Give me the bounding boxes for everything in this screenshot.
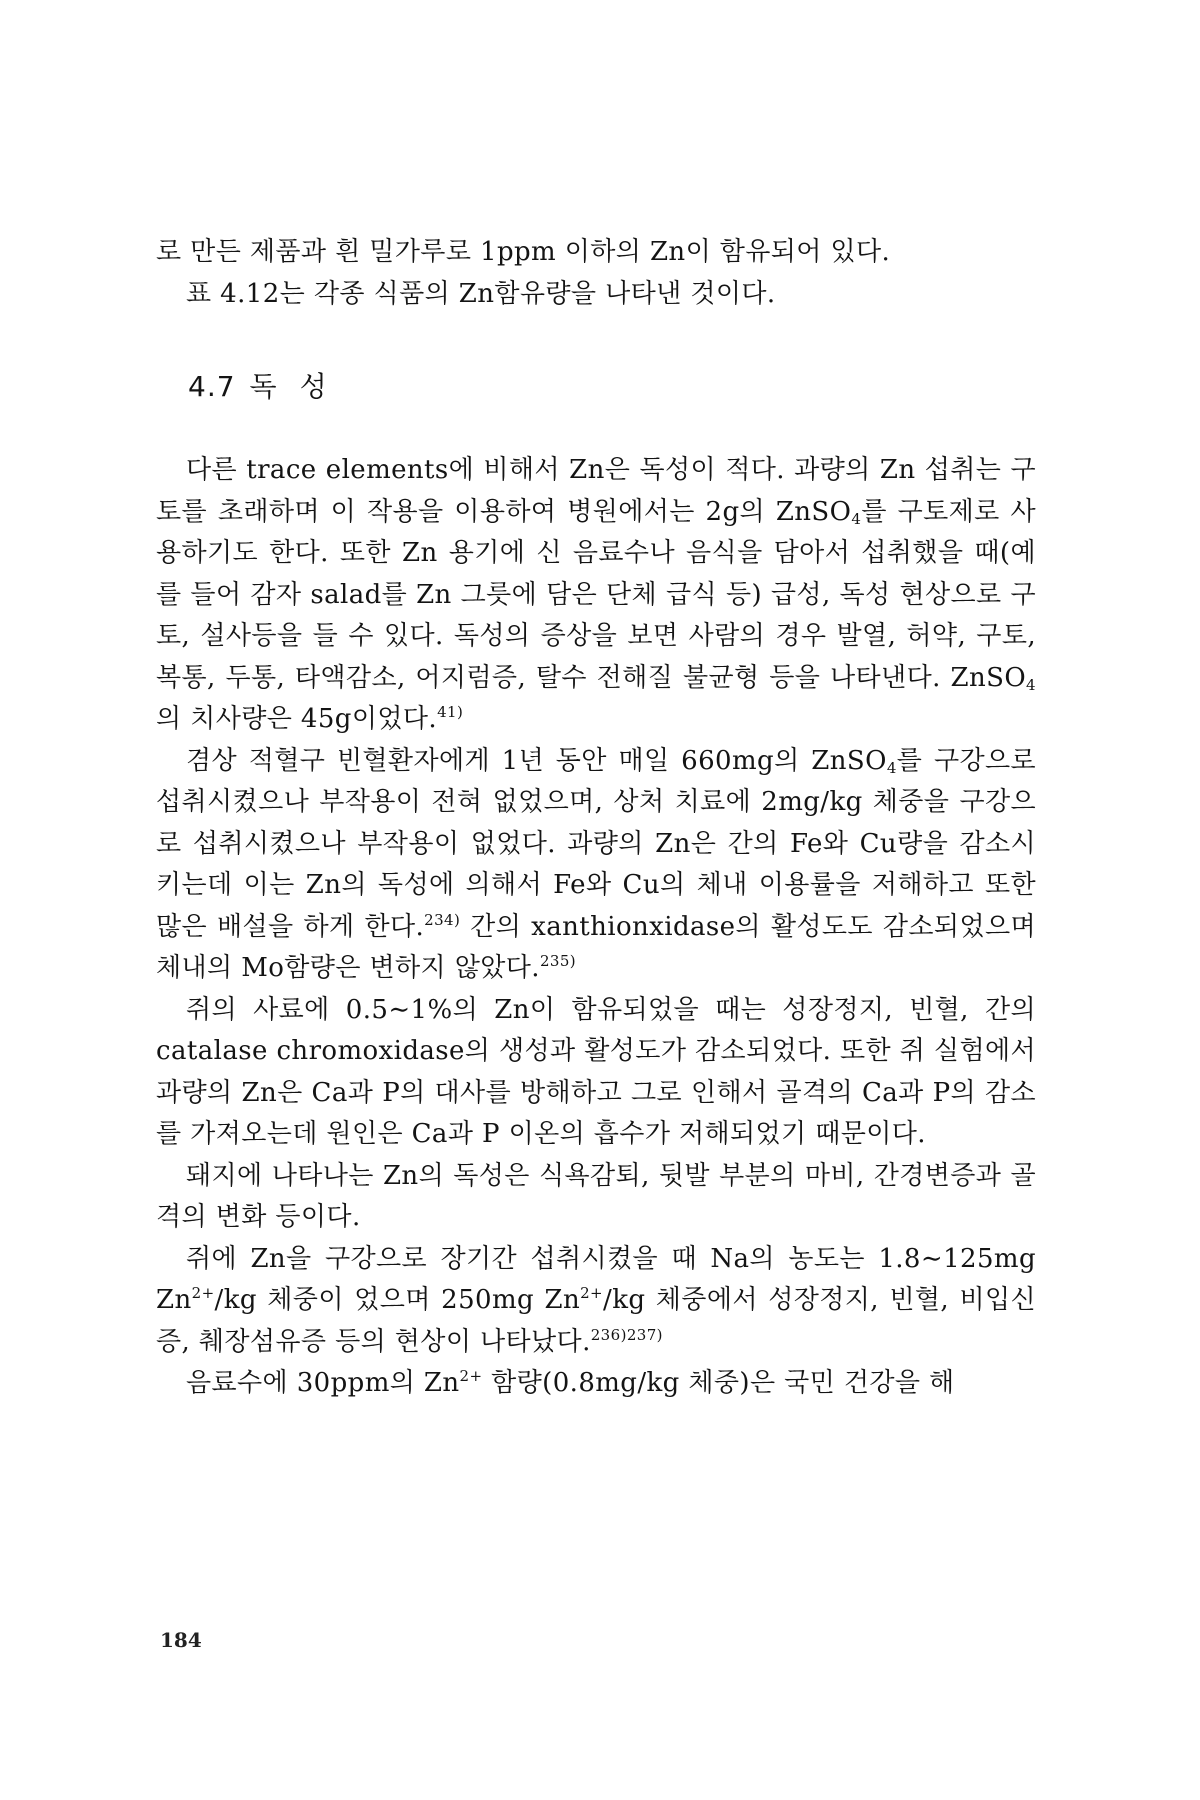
reference-234: 234) <box>424 910 461 929</box>
paragraph-6-superscript-1: 2+ <box>459 1367 483 1385</box>
reference-41: 41) <box>437 703 464 721</box>
paragraph-3: 쥐의 사료에 0.5∼1%의 Zn이 함유되었을 때는 성장정지, 빈혈, 간의 catalase chromoxidase의 생성과 활성도가 감소되었다. 또한 쥐 실험에서 과량의 Zn은 Ca과 P의 대사를 방해하고 그로 인해서 골격의 Ca과 P의 감소를 가져오는데 원인은 Ca과 P 이온의 흡수가 저해되었기 때문이다. <box>156 994 1036 1149</box>
paragraph-1-text-a: 다른 trace elements에 비해서 Zn은 독성이 적다. 과량의 Zn 섭취는 구토를 초래하며 이 작용을 이용하여 병원에서는 2g의 ZnSO <box>156 455 1036 527</box>
paragraph-5-text-c: /kg 체중에서 성장정지, 빈혈, 비입신증, 췌장섬유증 등의 현상이 나타났다. <box>156 1285 1036 1357</box>
paragraph-5-text-a: 쥐에 Zn을 구강으로 장기간 섭취시켰을 때 Na의 농도는 1.8∼125mg Zn <box>156 1243 1036 1315</box>
paragraph-5-text-b: /kg 체중이 었으며 250mg Zn <box>214 1285 581 1315</box>
paragraph-1-text-b: 를 구토제로 사용하기도 한다. 또한 Zn 용기에 신 음료수나 음식을 담아서 섭취했을 때(예를 들어 감자 salad를 Zn 그릇에 담은 단체 급식 등) 급성, 독성 현상으로 구토, 설사등을 들 수 있다. 독성의 증상을 보면 사람의 경우 발열, 허약, 구토, 복통, 두통, 타액감소, 어지럼증, 탈수 전해질 불균형 등을 나타낸다. ZnSO <box>156 496 1036 693</box>
paragraph-1-text-c: 의 치사량은 45g이었다. <box>156 704 438 734</box>
intro-line-2: 표 4.12는 각종 식품의 Zn함유량을 나타낸 것이다. <box>186 278 776 309</box>
paragraph-6 <box>156 1363 1036 1405</box>
paragraph-2-subscript-1: 4 <box>886 758 897 777</box>
page-body <box>156 232 1036 1405</box>
page-number: 184 <box>160 1628 202 1652</box>
paragraph-1-subscript-2: 4 <box>1026 675 1036 694</box>
reference-235: 235) <box>539 952 577 970</box>
paragraph-6-text-a: 음료수에 30ppm의 Zn <box>186 1368 460 1398</box>
paragraph-2-text-c: 간의 xanthionxidase의 활성도도 감소되었으며 체내의 Mo함량은 변하지 않았다. <box>156 911 1036 983</box>
paragraph-2-text-a: 겸상 적혈구 빈혈환자에게 1년 동안 매일 660mg의 ZnSO <box>186 745 887 776</box>
reference-236-237: 236)237) <box>590 1325 663 1344</box>
paragraph-1-subscript-1: 4 <box>851 509 862 528</box>
paragraph-6-text-b: 함량(0.8mg/kg 체중)은 국민 건강을 해 <box>482 1368 955 1398</box>
intro-line-1: 로 만든 제품과 흰 밀가루로 1ppm 이하의 Zn이 함유되어 있다. <box>156 237 891 267</box>
paragraph-5-superscript-2: 2+ <box>580 1284 604 1302</box>
paragraph-2 <box>156 741 1036 990</box>
paragraph-1 <box>156 450 1036 741</box>
paragraph-5 <box>156 1239 1036 1364</box>
section-number: 4.7 <box>188 370 236 403</box>
section-title-word-2: 성 <box>299 370 328 403</box>
section-heading <box>188 365 1036 405</box>
paragraph-4: 돼지에 나타나는 Zn의 독성은 식욕감퇴, 뒷발 부분의 마비, 간경변증과 골격의 변화 등이다. <box>156 1160 1036 1232</box>
paragraph-2-text-b: 를 구강으로 섭취시켰으나 부작용이 전혀 없었으며, 상처 치료에 2mg/kg 체중을 구강으로 섭취시켰으나 부작용이 없었다. 과량의 Zn은 간의 Fe와 Cu량을 감소시키는데 이는 Zn의 독성에 의해서 Fe와 Cu의 체내 이용률을 저해하고 또한 많은 배설을 하게 한다. <box>156 745 1037 942</box>
section-title-word-1: 독 <box>249 370 278 403</box>
paragraph-5-superscript-1: 2+ <box>191 1284 215 1302</box>
